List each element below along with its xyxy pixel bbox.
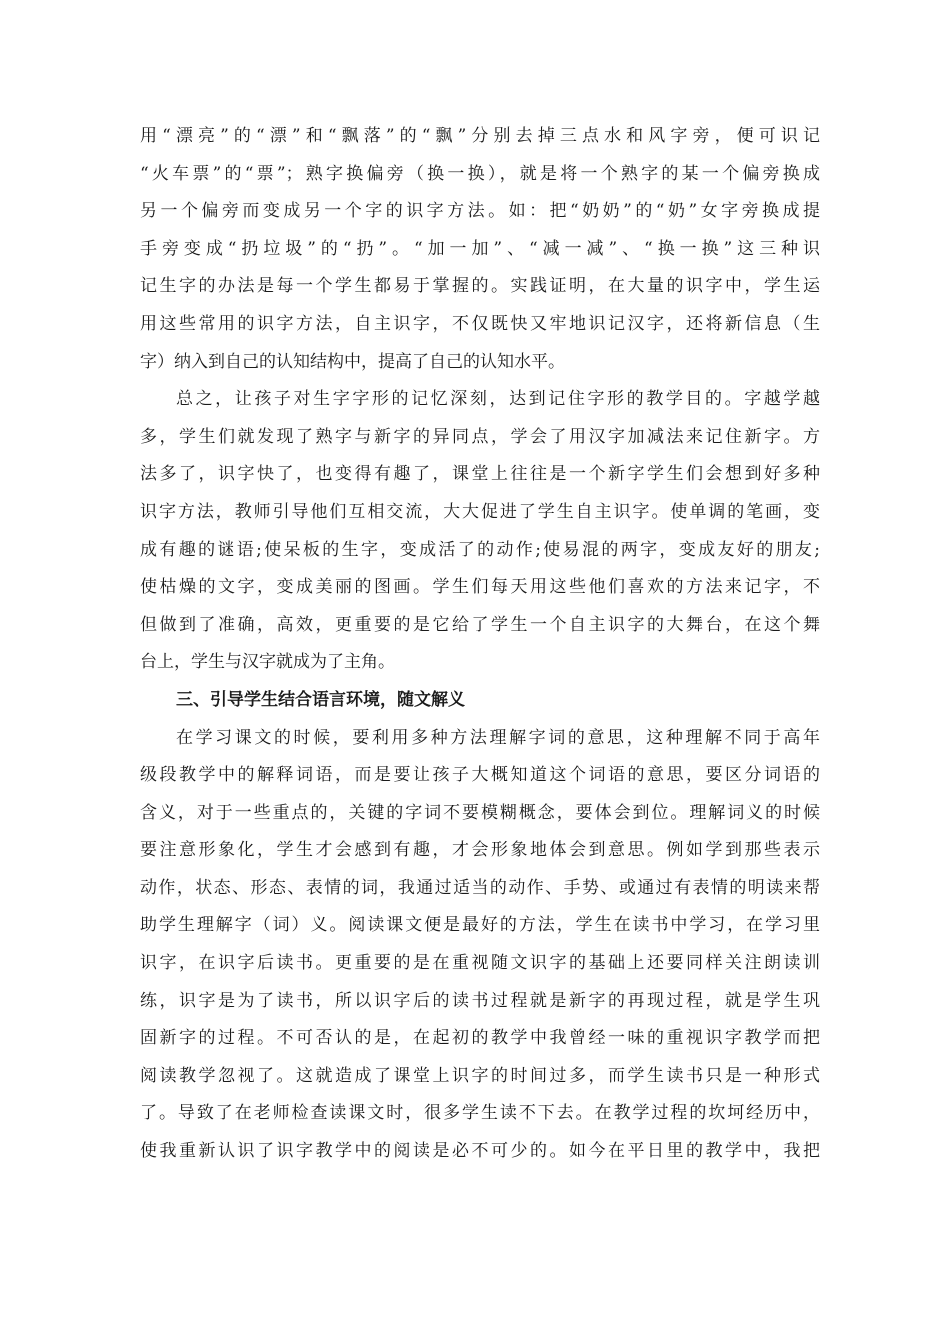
paragraph-1 <box>140 118 820 381</box>
text-line: 含义，对于一些重点的，关键的字词不要模糊概念，要体会到位。理解词义的时候 <box>140 802 820 823</box>
text-line: 助学生理解字（词）义。阅读课文便是最好的方法，学生在读书中学习，在学习里 <box>140 915 820 936</box>
text-line: 台上，学生与汉字就成为了主角。 <box>140 652 395 673</box>
text-line: 在学习课文的时候，要利用多种方法理解字词的意思，这种理解不同于高年 <box>176 727 820 748</box>
text-line: 手旁变成“扔垃圾”的“扔”。“加一加”、“减一减”、“换一换”这三种识 <box>140 238 820 259</box>
text-line: 但做到了准确，高效，更重要的是它给了学生一个自主识字的大舞台，在这个舞 <box>140 614 820 635</box>
paragraph-2 <box>140 381 820 682</box>
text-line: 多，学生们就发现了熟字与新字的异同点，学会了用汉字加减法来记住新字。方 <box>140 426 820 447</box>
text-line: 使我重新认识了识字教学中的阅读是必不可少的。如今在平日里的教学中，我把 <box>140 1141 820 1162</box>
section-heading <box>140 682 820 720</box>
text-line: 要注意形象化，学生才会感到有趣，才会形象地体会到意思。例如学到那些表示 <box>140 840 820 861</box>
text-line: “火车票”的“票”；熟字换偏旁（换一换），就是将一个熟字的某一个偏旁换成 <box>140 163 820 184</box>
text-line: 阅读教学忽视了。这就造成了课堂上识字的时间过多，而学生读书只是一种形式 <box>140 1065 820 1086</box>
text-line: 级段教学中的解释词语，而是要让孩子大概知道这个词语的意思，要区分词语的 <box>140 765 820 786</box>
text-line: 法多了，识字快了，也变得有趣了，课堂上往往是一个新字学生们会想到好多种 <box>140 464 820 485</box>
section-heading-text: 三、引导学生结合语言环境，随文解义 <box>176 689 465 710</box>
text-line: 用“漂亮”的“漂”和“飘落”的“飘”分别去掉三点水和风字旁，便可识记 <box>140 126 820 146</box>
text-line: 练，识字是为了读书，所以识字后的读书过程就是新字的再现过程，就是学生巩 <box>140 990 820 1011</box>
text-line: 了。导致了在老师检查读课文时，很多学生读不下去。在教学过程的坎坷经历中， <box>140 1103 820 1124</box>
text-line: 识字方法，教师引导他们互相交流，大大促进了学生自主识字。使单调的笔画，变 <box>140 501 820 522</box>
text-line: 另一个偏旁而变成另一个字的识字方法。如：把“奶奶”的“奶”女字旁换成提 <box>140 201 820 222</box>
text-line: 用这些常用的识字方法，自主识字，不仅既快又牢地识记汉字，还将新信息（生 <box>140 313 820 334</box>
text-line: 成有趣的谜语;使呆板的生字，变成活了的动作;使易混的两字，变成友好的朋友; <box>140 539 820 560</box>
text-line: 固新字的过程。不可否认的是，在起初的教学中我曾经一味的重视识字教学而把 <box>140 1028 820 1049</box>
paragraph-3 <box>140 720 820 1171</box>
text-line: 使枯燥的文字，变成美丽的图画。学生们每天用这些他们喜欢的方法来记字，不 <box>140 577 820 598</box>
text-line: 记生字的办法是每一个学生都易于掌握的。实践证明，在大量的识字中，学生运 <box>140 276 820 297</box>
text-line: 识字，在识字后读书。更重要的是在重视随文识字的基础上还要同样关注朗读训 <box>140 953 820 974</box>
text-line: 字）纳入到自己的认知结构中，提高了自己的认知水平。 <box>140 351 565 372</box>
text-line: 总之，让孩子对生字字形的记忆深刻，达到记住字形的教学目的。字越学越 <box>176 389 820 410</box>
document-body <box>140 118 820 1171</box>
text-line: 动作，状态、形态、表情的词，我通过适当的动作、手势、或通过有表情的明读来帮 <box>140 877 820 898</box>
